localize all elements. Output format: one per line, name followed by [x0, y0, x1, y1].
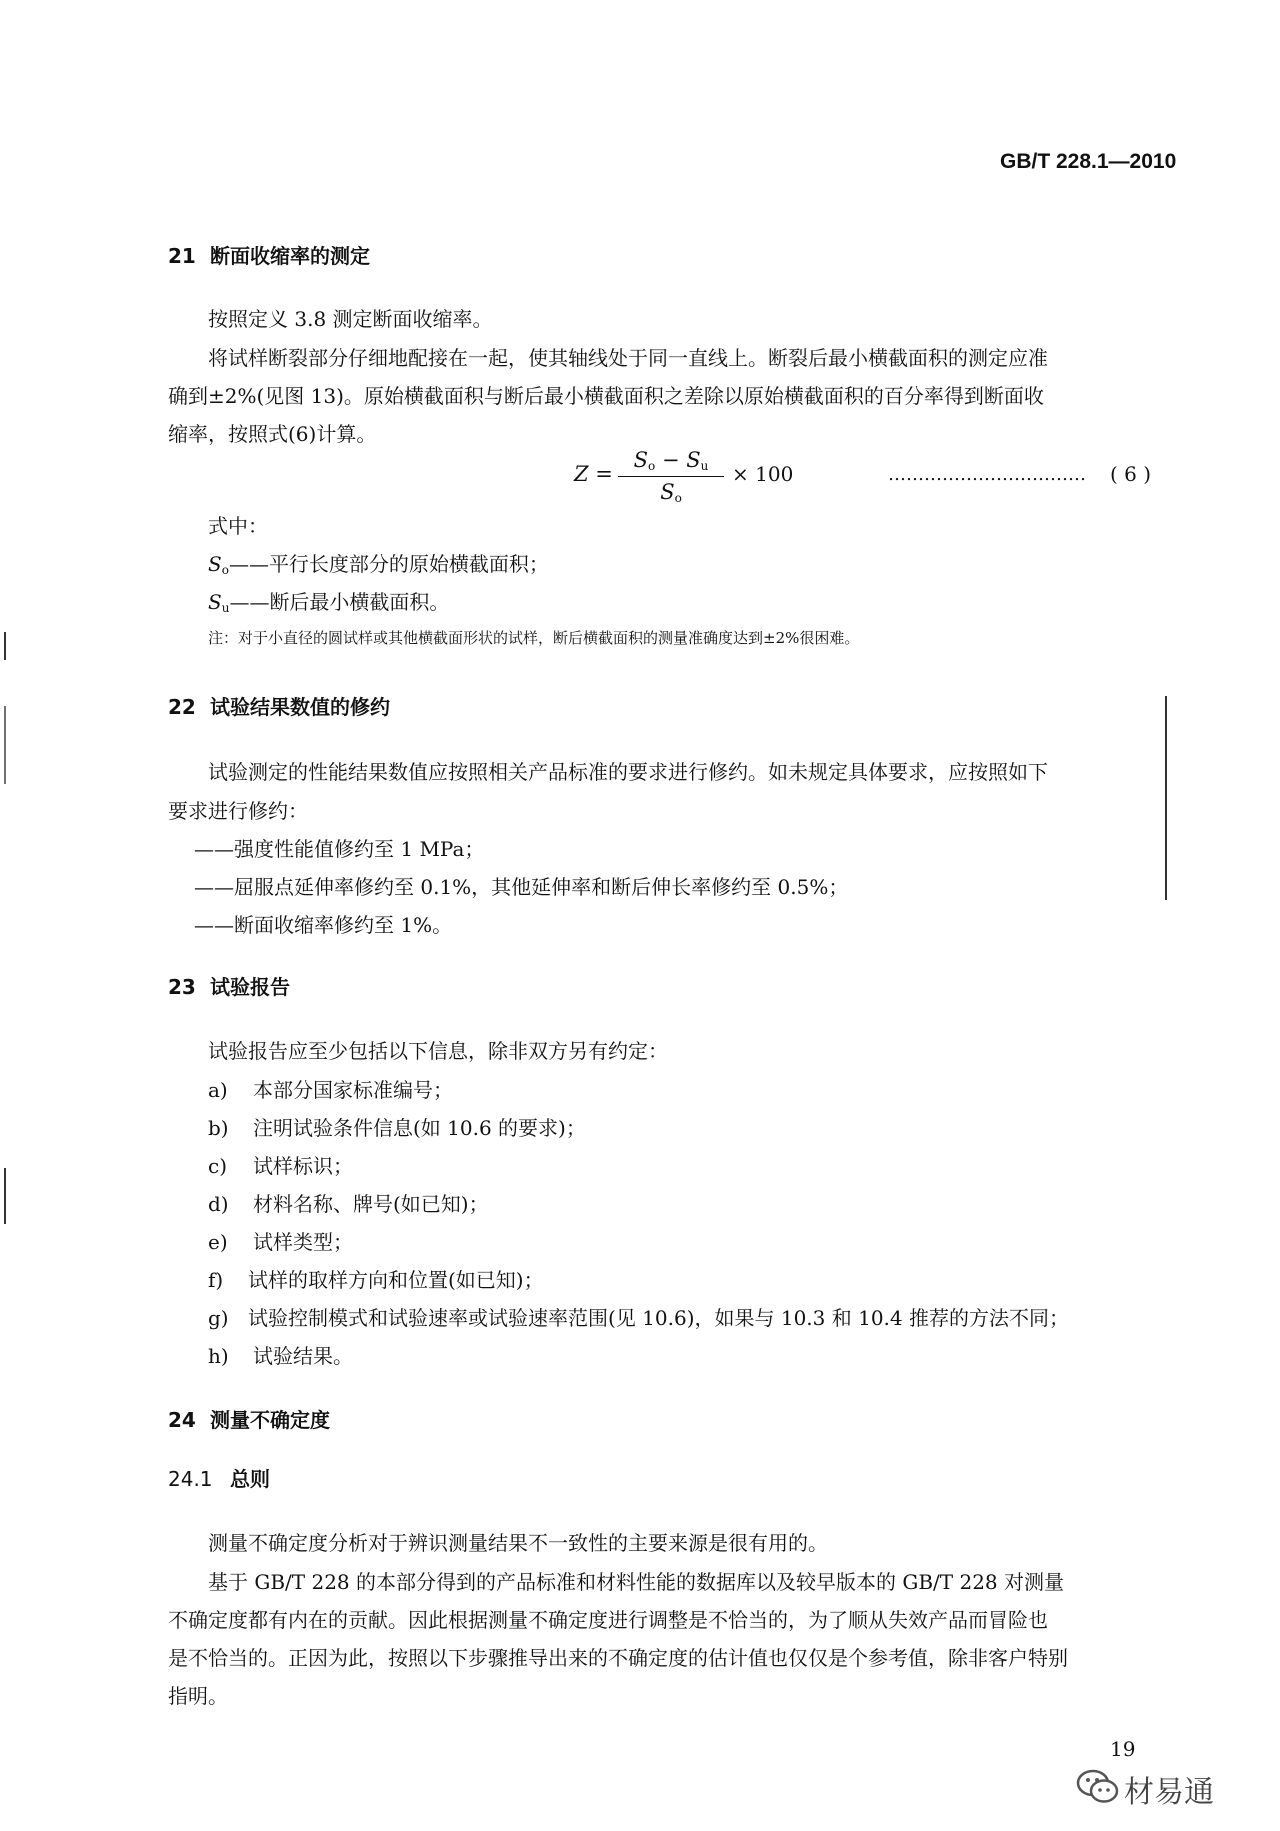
paragraph-line: 确到±2%(见图 13)。原始横截面积与断后最小横截面积之差除以原始横截面积的百分率得到断面收: [168, 384, 1044, 408]
paragraph-line: 指明。: [168, 1684, 228, 1708]
where-label: 式中：: [208, 514, 268, 538]
section-number: 24: [168, 1408, 196, 1432]
subsection-24-1-heading: [168, 1463, 270, 1492]
paragraph-line: 试验测定的性能结果数值应按照相关产品标准的要求进行修约。如未规定具体要求，应按照如下: [208, 760, 1048, 784]
paragraph-line: 要求进行修约：: [168, 799, 308, 823]
watermark-text: 材易通: [1124, 1775, 1214, 1810]
section-number: 21: [168, 244, 196, 268]
section-23-heading: [168, 971, 290, 1000]
list-item: b) 注明试验条件信息(如 10.6 的要求)；: [208, 1116, 586, 1140]
list-item: a) 本部分国家标准编号；: [208, 1078, 453, 1102]
section-title: 断面收缩率的测定: [210, 244, 370, 268]
list-item: c) 试样标识；: [208, 1154, 353, 1178]
list-item: ——屈服点延伸率修约至 0.1%，其他延伸率和断后伸长率修约至 0.5%；: [194, 875, 849, 899]
fraction-bar: [618, 476, 724, 477]
paragraph-line: 缩率，按照式(6)计算。: [168, 422, 377, 446]
paragraph: 测量不确定度分析对于辨识测量结果不一致性的主要来源是很有用的。: [208, 1531, 828, 1555]
list-item: f) 试样的取样方向和位置(如已知)；: [208, 1268, 544, 1292]
equation-number: ( 6 ): [1110, 462, 1152, 486]
paragraph-line: 不确定度都有内在的贡献。因此根据测量不确定度进行调整是不恰当的，为了顺从失效产品而冒险也: [168, 1608, 1048, 1632]
section-number: 22: [168, 695, 196, 719]
paragraph-line: 基于 GB/T 228 的本部分得到的产品标准和材料性能的数据库以及较早版本的 GB/T 228 对测量: [208, 1570, 1064, 1594]
change-bar: [1165, 696, 1167, 900]
section-title: 测量不确定度: [210, 1408, 330, 1432]
subsection-number: 24.1: [168, 1467, 213, 1491]
paragraph-line: 是不恰当的。正因为此，按照以下步骤推导出来的不确定度的估计值也仅仅是个参考值，除非客户特别: [168, 1646, 1068, 1670]
list-item: h) 试验结果。: [208, 1344, 353, 1368]
section-24-heading: [168, 1404, 330, 1433]
list-item: g) 试验控制模式和试验速率或试验速率范围(见 10.6)，如果与 10.3 和 10.4 推荐的方法不同；: [208, 1306, 1069, 1330]
definition-item: $S_u——$断后最小横截面积。: [208, 590, 450, 615]
list-item: ——强度性能值修约至 1 MPa；: [194, 837, 485, 861]
subsection-title: 总则: [230, 1467, 270, 1491]
definition-item: $S_o——$平行长度部分的原始横截面积；: [208, 552, 549, 577]
formula-fraction: [618, 448, 724, 512]
formula-leader: ……………………………: [888, 464, 1086, 485]
paragraph: 按照定义 3.8 测定断面收缩率。: [208, 307, 493, 331]
paragraph-line: 将试样断裂部分仔细地配接在一起，使其轴线处于同一直线上。断裂后最小横截面积的测定应准: [208, 346, 1048, 370]
margin-mark: [4, 706, 6, 784]
formula-lhs: Z =: [574, 462, 613, 486]
wechat-icon: [1076, 1768, 1120, 1806]
margin-mark: [4, 632, 6, 660]
paragraph: 试验报告应至少包括以下信息，除非双方另有约定：: [208, 1039, 668, 1063]
section-title: 试验报告: [210, 975, 290, 999]
formula-times: × 100: [732, 462, 794, 486]
formula-denominator: $S_o$: [660, 480, 682, 505]
formula-numerator: $S_o - S_u$: [633, 448, 709, 473]
section-21-heading: [168, 240, 370, 269]
list-item: ——断面收缩率修约至 1%。: [194, 913, 453, 937]
page-number: 19: [1110, 1737, 1136, 1761]
section-title: 试验结果数值的修约: [210, 695, 390, 719]
note: 注：对于小直径的圆试样或其他横截面形状的试样，断后横截面积的测量准确度达到±2%很困难。: [208, 629, 860, 647]
section-number: 23: [168, 975, 196, 999]
section-22-heading: [168, 691, 390, 720]
list-item: e) 试样类型；: [208, 1230, 353, 1254]
list-item: d) 材料名称、牌号(如已知)；: [208, 1192, 489, 1216]
standard-code: GB/T 228.1—2010: [1000, 150, 1177, 173]
margin-mark: [4, 1168, 6, 1224]
